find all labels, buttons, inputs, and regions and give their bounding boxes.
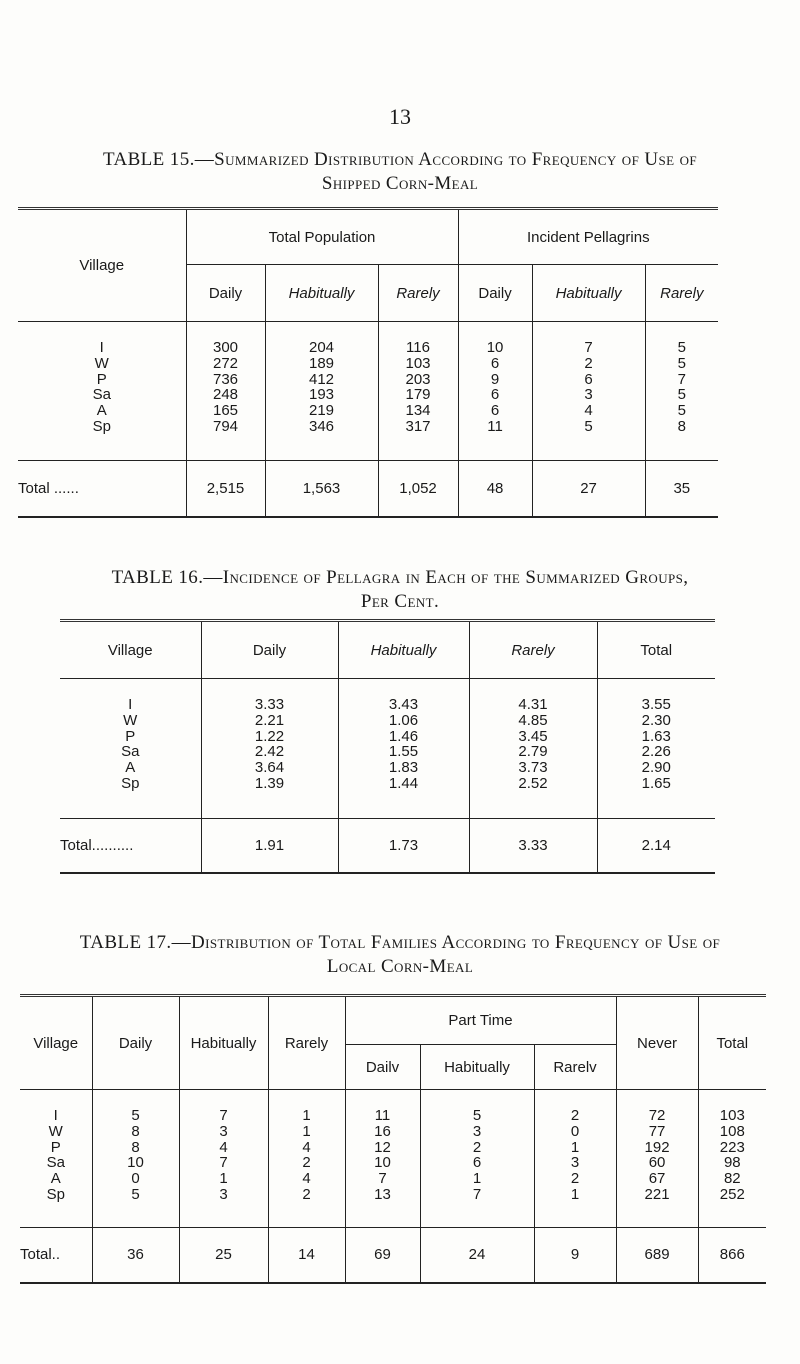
t16-col-village-value: A: [125, 759, 136, 777]
t17-col-rarely-value: 1: [302, 1122, 311, 1140]
t17-header-never: Never: [616, 996, 698, 1090]
t17-col-pt-daily-value: 12: [374, 1138, 391, 1156]
t15-col-tp-habitually-value: 204: [308, 339, 335, 356]
t17-col-daily-value: 0: [131, 1170, 140, 1188]
t15-col-ip-rarely-value: 5: [677, 354, 686, 372]
t16-col-rarely-value: 3.73: [518, 759, 548, 777]
t17-col-daily-value: 8: [131, 1138, 140, 1156]
t17-col-never-value: 72: [648, 1107, 666, 1124]
t15-col-tp-rarely-value: 203: [405, 370, 431, 388]
t15-header-ip-rarely: Rarely: [645, 265, 718, 322]
t15-col-village-value: W: [94, 354, 109, 372]
t15-col-ip-habitually-value: 7: [584, 339, 593, 356]
table17-caption-prefix: TABLE 17.—: [79, 932, 191, 953]
t15-col-ip-daily-value: 10: [486, 339, 504, 356]
t16-total-label: Total..........: [60, 836, 134, 854]
t15-col-village-value: Sa: [92, 386, 111, 404]
table15-caption: [0, 148, 800, 196]
t17-col-habitually: [179, 1090, 268, 1228]
t17-col-rarely-value: 4: [302, 1138, 311, 1156]
t17-col-never-value: 67: [648, 1170, 666, 1188]
t16-header-total: Total: [597, 621, 715, 679]
table15: [18, 207, 718, 518]
t15-col-ip-daily-value: 6: [490, 402, 500, 420]
t17-header-rarely: Rarely: [268, 996, 345, 1090]
t16-col-daily-value: 3.64: [254, 759, 285, 777]
t15-total-label: Total ......: [18, 479, 79, 497]
table16-caption: [0, 566, 800, 614]
t16-col-daily: [201, 679, 338, 819]
t15-col-tp-rarely-value: 134: [405, 402, 431, 420]
t16-total-cell: 1.73: [338, 819, 469, 873]
t15-total-cell: 1,563: [265, 461, 378, 517]
t15-col-ip-habitually: [532, 322, 645, 461]
t16-col-village: [60, 679, 201, 819]
t17-col-village-value: A: [50, 1170, 61, 1188]
t15-total-cell: 1,052: [378, 461, 458, 517]
t15-header-tp-habitually: Habitually: [265, 265, 378, 322]
t16-col-rarely-value: 4.31: [518, 696, 548, 713]
t17-header-village: Village: [20, 996, 92, 1090]
t15-col-ip-habitually-value: 5: [584, 417, 593, 435]
t15-col-ip-habitually-value: 6: [584, 370, 593, 388]
t16-total-cell: 2.14: [597, 819, 715, 873]
t16-col-habitually-value: 1.83: [388, 759, 419, 777]
t17-col-pt-daily-value: 11: [374, 1107, 391, 1124]
t17-col-pt-rarely: [534, 1090, 616, 1228]
t17-total-cell: 866: [698, 1228, 766, 1283]
table16: [60, 619, 715, 874]
t15-total-cell: 35: [645, 461, 718, 517]
t15-col-tp-rarely: [378, 322, 458, 461]
t17-header-pt-daily: Dailv: [345, 1045, 420, 1090]
table15-caption-line1: Summarized Distribution According to Frequency of Use of: [214, 149, 698, 170]
t15-header-ip-habitually: Habitually: [532, 265, 645, 322]
t17-col-habitually-value: 7: [219, 1107, 228, 1124]
t16-col-village-value: P: [125, 727, 136, 745]
t15-col-tp-daily: [186, 322, 265, 461]
t15-col-tp-daily-value: 272: [212, 354, 239, 372]
t17-col-village-value: P: [50, 1138, 61, 1156]
t16-col-rarely-value: 2.52: [518, 774, 548, 792]
t16-col-total: [597, 679, 715, 819]
t16-col-habitually-value: 1.44: [388, 774, 419, 792]
t15-col-ip-rarely-value: 5: [677, 339, 686, 356]
t16-col-total-value: 1.65: [641, 774, 671, 792]
t15-total-cell: 27: [532, 461, 645, 517]
t17-col-pt-habitually: [420, 1090, 534, 1228]
t17-header-pt-habitually: Habitually: [420, 1045, 534, 1090]
t15-col-ip-daily: [458, 322, 532, 461]
t15-col-ip-daily-value: 6: [490, 386, 500, 404]
t17-header-pt-rarely: Rarelv: [534, 1045, 616, 1090]
t17-col-daily-value: 5: [131, 1185, 140, 1203]
t16-col-daily-value: 1.22: [254, 727, 285, 745]
t17-col-rarely-value: 4: [302, 1170, 311, 1188]
t15-col-village-value: Sp: [92, 417, 111, 435]
t16-col-village-value: I: [128, 696, 133, 713]
t17-header-total: Total: [698, 996, 766, 1090]
t16-total-cell: 1.91: [201, 819, 338, 873]
t17-col-village-value: Sp: [46, 1185, 65, 1203]
t15-header-village: Village: [18, 209, 186, 322]
t17-col-pt-rarely-value: 1: [570, 1138, 580, 1156]
t15-col-ip-daily-value: 11: [487, 417, 503, 435]
table16-caption-line2: Per Cent.: [360, 591, 440, 612]
t16-col-habitually-value: 1.06: [388, 711, 419, 729]
t15-col-tp-habitually-value: 412: [308, 370, 335, 388]
t16-col-total-value: 1.63: [641, 727, 671, 745]
t16-col-habitually-value: 1.55: [388, 743, 419, 761]
t15-col-tp-habitually-value: 346: [308, 417, 335, 435]
t17-col-habitually-value: 3: [219, 1122, 228, 1140]
t15-col-ip-habitually-value: 3: [584, 386, 593, 404]
t17-header-part-time: Part Time: [345, 996, 616, 1045]
t15-col-ip-rarely-value: 7: [677, 370, 686, 388]
t17-col-village: [20, 1090, 92, 1228]
t16-col-village-value: W: [123, 711, 138, 729]
table15-caption-prefix: TABLE 15.—: [102, 149, 215, 170]
t17-col-habitually-value: 1: [219, 1170, 228, 1188]
table17: [20, 994, 766, 1284]
t15-total-cell: 48: [458, 461, 532, 517]
t17-col-habitually-value: 4: [219, 1138, 228, 1156]
t15-col-ip-daily-value: 9: [490, 370, 500, 388]
t15-col-tp-habitually-value: 193: [308, 386, 335, 404]
t17-col-habitually-value: 3: [219, 1185, 228, 1203]
t16-col-daily-value: 2.42: [254, 743, 285, 761]
t15-col-ip-habitually-value: 2: [584, 354, 593, 372]
table17-caption-line1: Distribution of Total Families According to Frequency of Use of: [191, 932, 721, 953]
t17-col-never-value: 221: [644, 1185, 670, 1203]
t17-total-cell: 24: [420, 1228, 534, 1283]
t17-col-rarely-value: 1: [302, 1107, 311, 1124]
t17-col-pt-daily: [345, 1090, 420, 1228]
table16-caption-prefix: TABLE 16.—: [111, 567, 223, 588]
t17-col-pt-habitually-value: 6: [472, 1154, 482, 1172]
t17-total-cell: 689: [616, 1228, 698, 1283]
t17-total-cell: 9: [534, 1228, 616, 1283]
t16-total-cell: 3.33: [469, 819, 597, 873]
t15-col-village-value: I: [99, 339, 104, 356]
t16-header-village: Village: [60, 621, 201, 679]
t17-col-pt-habitually-value: 5: [472, 1107, 482, 1124]
t17-col-pt-rarely-value: 0: [570, 1122, 580, 1140]
t16-col-habitually: [338, 679, 469, 819]
t17-col-total-value: 252: [719, 1185, 745, 1203]
t17-col-pt-rarely-value: 2: [570, 1170, 580, 1188]
table17-caption-line2: Local Corn-Meal: [326, 956, 474, 977]
t15-col-ip-rarely-value: 5: [677, 386, 686, 404]
t16-col-total-value: 2.26: [641, 743, 671, 761]
t17-col-pt-daily-value: 7: [378, 1170, 387, 1188]
t16-header-daily: Daily: [201, 621, 338, 679]
t15-header-incident: Incident Pellagrins: [458, 209, 718, 265]
t17-col-pt-rarely-value: 3: [570, 1154, 580, 1172]
t17-col-total-value: 108: [719, 1122, 745, 1140]
t15-header-tp-daily: Daily: [186, 265, 265, 322]
t17-total-cell: 25: [179, 1228, 268, 1283]
t17-col-daily: [92, 1090, 179, 1228]
t17-col-rarely-value: 2: [302, 1185, 311, 1203]
t17-col-pt-rarely-value: 1: [570, 1185, 580, 1203]
t15-col-ip-rarely: [645, 322, 718, 461]
t17-col-village-value: Sa: [46, 1154, 65, 1172]
t15-col-village: [18, 322, 186, 461]
t15-col-ip-rarely-value: 8: [677, 417, 686, 435]
t15-col-tp-daily-value: 736: [212, 370, 239, 388]
t17-total-cell: 14: [268, 1228, 345, 1283]
t16-col-total-value: 2.90: [641, 759, 671, 777]
page-number: 13: [389, 104, 411, 129]
t15-col-ip-habitually-value: 4: [584, 402, 593, 420]
t15-col-tp-habitually: [265, 322, 378, 461]
t17-col-pt-daily-value: 16: [374, 1122, 391, 1140]
t15-col-tp-rarely-value: 179: [405, 386, 431, 404]
t17-col-total: [698, 1090, 766, 1228]
t16-col-rarely-value: 2.79: [518, 743, 548, 761]
t17-header-daily: Daily: [92, 996, 179, 1090]
t16-col-rarely: [469, 679, 597, 819]
t16-header-rarely: Rarely: [469, 621, 597, 679]
t16-col-village-value: Sa: [121, 743, 140, 761]
t17-col-rarely: [268, 1090, 345, 1228]
t17-col-pt-daily-value: 10: [374, 1154, 391, 1172]
t15-col-tp-rarely-value: 317: [405, 417, 431, 435]
t17-col-village-value: I: [53, 1107, 58, 1124]
t17-col-total-value: 98: [723, 1154, 741, 1172]
t17-col-total-value: 103: [719, 1107, 745, 1124]
t15-header-total-population: Total Population: [186, 209, 458, 265]
t17-col-rarely-value: 2: [302, 1154, 311, 1172]
t17-col-never-value: 192: [644, 1138, 670, 1156]
t17-col-pt-daily-value: 13: [374, 1185, 391, 1203]
t15-col-tp-daily-value: 248: [212, 386, 239, 404]
t15-col-tp-habitually-value: 219: [308, 402, 335, 420]
t15-col-village-value: P: [96, 370, 107, 388]
table15-caption-line2: Shipped Corn-Meal: [321, 173, 479, 194]
t17-col-pt-habitually-value: 2: [472, 1138, 482, 1156]
t16-col-habitually-value: 1.46: [388, 727, 419, 745]
t15-header-ip-daily: Daily: [458, 265, 532, 322]
t17-total-cell: 69: [345, 1228, 420, 1283]
t17-col-daily-value: 5: [131, 1107, 140, 1124]
t17-col-village-value: W: [48, 1122, 63, 1140]
t16-col-total-value: 2.30: [641, 711, 671, 729]
t15-col-tp-habitually-value: 189: [308, 354, 335, 372]
t16-col-daily-value: 3.33: [254, 696, 285, 713]
t17-col-total-value: 223: [719, 1138, 745, 1156]
t16-col-rarely-value: 4.85: [518, 711, 548, 729]
t15-col-village-value: A: [96, 402, 107, 420]
t17-col-habitually-value: 7: [219, 1154, 228, 1172]
t17-header-habitually: Habitually: [179, 996, 268, 1090]
t16-col-village-value: Sp: [121, 774, 140, 792]
t17-col-never-value: 77: [648, 1122, 666, 1140]
t17-col-never-value: 60: [648, 1154, 666, 1172]
t15-col-tp-daily-value: 300: [212, 339, 239, 356]
t17-col-pt-habitually-value: 7: [472, 1185, 482, 1203]
t17-col-total-value: 82: [723, 1170, 741, 1188]
t17-total-label: Total..: [20, 1246, 61, 1264]
t15-col-tp-rarely-value: 103: [405, 354, 431, 372]
t17-col-pt-rarely-value: 2: [570, 1107, 580, 1124]
t15-header-tp-rarely: Rarely: [378, 265, 458, 322]
t16-header-habitually: Habitually: [338, 621, 469, 679]
t15-col-tp-daily-value: 794: [212, 417, 239, 435]
table16-caption-line1: Incidence of Pellagra in Each of the Summarized Groups,: [222, 567, 689, 588]
t17-col-daily-value: 10: [127, 1154, 144, 1172]
t15-col-tp-rarely-value: 116: [406, 339, 430, 356]
t15-col-tp-daily-value: 165: [212, 402, 239, 420]
t16-col-habitually-value: 3.43: [388, 696, 419, 713]
table17-caption: [0, 931, 800, 979]
t17-total-cell: 36: [92, 1228, 179, 1283]
t15-total-cell: 2,515: [186, 461, 265, 517]
t16-col-daily-value: 1.39: [254, 774, 285, 792]
t17-col-pt-habitually-value: 3: [472, 1122, 482, 1140]
t17-col-daily-value: 8: [131, 1122, 140, 1140]
t16-col-total-value: 3.55: [641, 696, 671, 713]
t16-col-rarely-value: 3.45: [518, 727, 548, 745]
t15-col-ip-daily-value: 6: [490, 354, 500, 372]
t15-col-ip-rarely-value: 5: [677, 402, 686, 420]
t16-col-daily-value: 2.21: [254, 711, 285, 729]
t17-col-pt-habitually-value: 1: [472, 1170, 482, 1188]
t17-col-never: [616, 1090, 698, 1228]
